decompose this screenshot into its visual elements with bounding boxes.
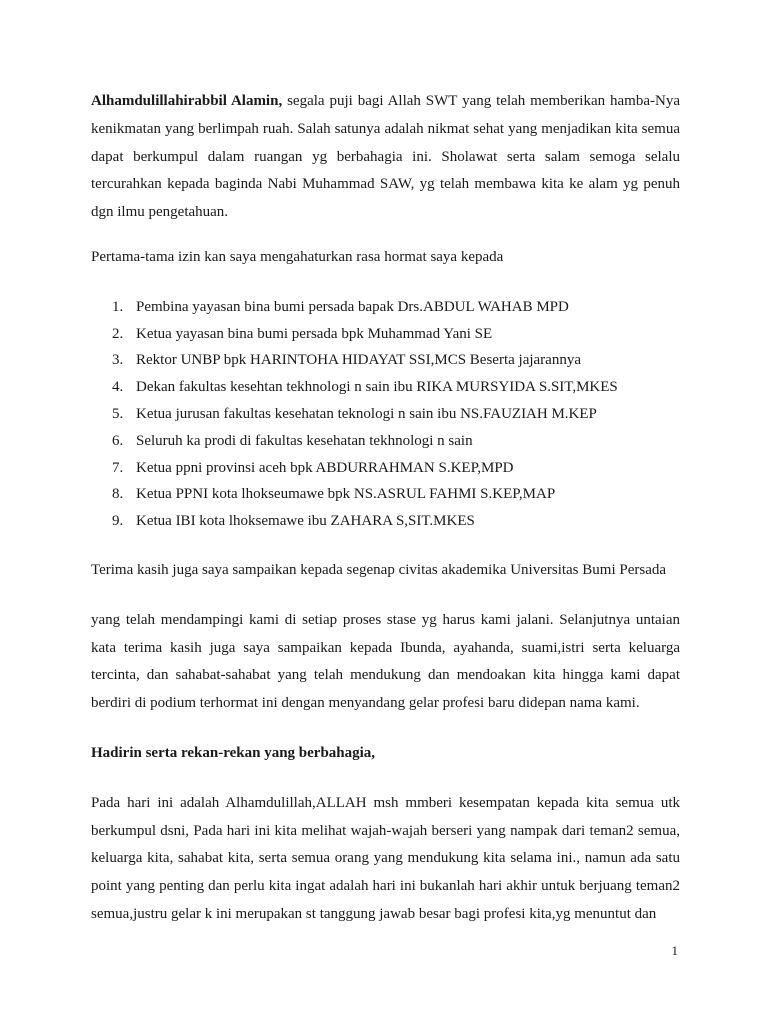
list-item (91, 347, 680, 374)
list-number: 8. (112, 486, 124, 503)
thanks-line: Terima kasih juga saya sampaikan kepada segenap civitas akademika Universitas Bumi Persada (91, 561, 667, 578)
list-number: 6. (112, 432, 124, 449)
closing-paragraph: Pada hari ini adalah Alhamdulillah,ALLAH msh mmberi kesempatan kepada kita semua utk berkumpul dsni, Pada hari ini kita melihat wajah-wajah berseri yang nampak dari teman2 semua, keluarga kita, sahabat kita, serta semua orang yang mendukung kita selama ini., namun ada satu point yang penting dan perlu kita ingat adalah hari ini bukanlah hari akhir untuk berjuang teman2 semua,justru gelar k ini merupakan st tanggung jawab besar bagi profesi kita,yg menuntut dan (91, 794, 680, 922)
list-item-text: Rektor UNBP bpk HARINTOHA HIDAYAT SSI,MCS Beserta jajarannya (136, 352, 581, 369)
list-number: 4. (112, 379, 124, 396)
intro-lead-bold: Alhamdulillahirabbil Alamin, (91, 93, 283, 109)
list-number: 7. (112, 459, 124, 476)
honorees-list (91, 294, 680, 535)
intro-text: segala puji bagi Allah SWT yang telah memberikan hamba-Nya kenikmatan yang berlimpah ruah. Salah satunya adalah nikmat sehat yang menjadikan kita semua dapat berkumpul dalam ruangan yg berbahagia ini. Sholawat serta salam semoga selalu tercurahkan kepada baginda Nabi Muhammad SAW, yg telah membawa kita ke alam yg penuh dgn ilmu pengetahuan. (91, 93, 680, 221)
list-number: 3. (112, 352, 124, 369)
list-number: 5. (112, 405, 124, 422)
list-item (91, 374, 680, 401)
list-item (91, 428, 680, 455)
thanks-paragraph: yang telah mendampingi kami di setiap proses stase yg harus kami jalani. Selanjutnya untaian kata terima kasih juga saya sampaikan kepada Ibunda, ayahanda, suami,istri serta keluarga tercinta, dan sahabat-sahabat yang telah mendukung dan mendoakan kita hingga kami dapat berdiri di podium terhormat ini dengan menyandang gelar profesi baru didepan nama kami. (91, 611, 680, 712)
list-number: 2. (112, 325, 124, 342)
list-item-text: Ketua yayasan bina bumi persada bpk Muhammad Yani SE (136, 325, 493, 342)
intro-paragraph (91, 88, 680, 227)
page-number: 1 (671, 943, 678, 958)
list-item (91, 401, 680, 428)
list-item-text: Seluruh ka prodi di fakultas kesehatan tekhnologi n sain (136, 432, 473, 449)
list-item-text: Pembina yayasan bina bumi persada bapak Drs.ABDUL WAHAB MPD (136, 298, 569, 315)
salutation-intro: Pertama-tama izin kan saya mengahaturkan rasa hormat saya kepada (91, 248, 504, 265)
list-item-text: Ketua ppni provinsi aceh bpk ABDURRAHMAN S.KEP,MPD (136, 459, 514, 476)
document-page (91, 88, 680, 929)
greeting-heading: Hadirin serta rekan-rekan yang berbahagia, (91, 744, 376, 761)
list-item (91, 481, 680, 508)
list-item (91, 294, 680, 321)
list-item (91, 321, 680, 348)
list-item (91, 455, 680, 482)
list-item-text: Ketua jurusan fakultas kesehatan teknologi n sain ibu NS.FAUZIAH M.KEP (136, 405, 597, 422)
list-item-text: Dekan fakultas kesehtan tekhnologi n sain ibu RIKA MURSYIDA S.SIT,MKES (136, 379, 618, 396)
list-item-text: Ketua PPNI kota lhokseumawe bpk NS.ASRUL FAHMI S.KEP,MAP (136, 486, 556, 503)
list-number: 1. (112, 298, 124, 315)
list-item (91, 508, 680, 535)
list-item-text: Ketua IBI kota lhoksemawe ibu ZAHARA S,SIT.MKES (136, 513, 475, 530)
list-number: 9. (112, 513, 124, 530)
